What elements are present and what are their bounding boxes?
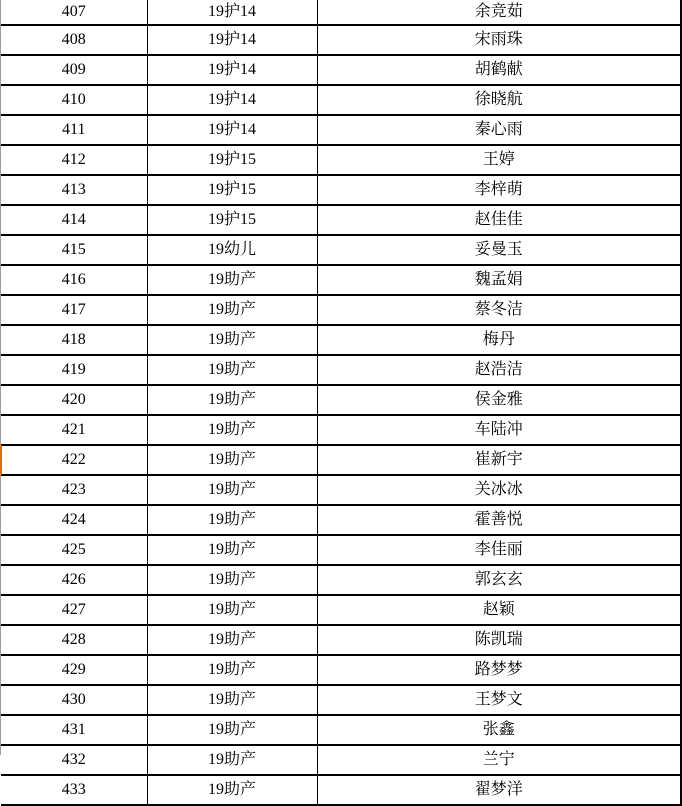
- cell-row-number[interactable]: 433: [1, 775, 147, 805]
- cell-class-code[interactable]: 19幼儿: [147, 235, 317, 265]
- cell-row-number[interactable]: 412: [1, 145, 147, 175]
- cell-student-name[interactable]: 霍善悦: [317, 505, 681, 535]
- cell-class-code[interactable]: 19助产: [147, 325, 317, 355]
- table-row: [1, 355, 681, 385]
- cell-row-number[interactable]: 424: [1, 505, 147, 535]
- table-row: [1, 535, 681, 565]
- cell-student-name[interactable]: 梅丹: [317, 325, 681, 355]
- cell-student-name[interactable]: 兰宁: [317, 745, 681, 775]
- table-row: [1, 685, 681, 715]
- cell-student-name[interactable]: 关冰冰: [317, 475, 681, 505]
- table-row: [1, 235, 681, 265]
- cell-row-number[interactable]: 409: [1, 55, 147, 85]
- cell-row-number[interactable]: 420: [1, 385, 147, 415]
- cell-class-code[interactable]: 19护15: [147, 145, 317, 175]
- table-row: [1, 25, 681, 55]
- table-row: [1, 475, 681, 505]
- cell-row-number[interactable]: 414: [1, 205, 147, 235]
- table-row: [1, 145, 681, 175]
- cell-row-number[interactable]: 415: [1, 235, 147, 265]
- cell-row-number[interactable]: 417: [1, 295, 147, 325]
- cell-student-name[interactable]: 徐晓航: [317, 85, 681, 115]
- cell-student-name[interactable]: 王婷: [317, 145, 681, 175]
- cell-class-code[interactable]: 19助产: [147, 595, 317, 625]
- cell-class-code[interactable]: 19助产: [147, 775, 317, 805]
- cell-class-code[interactable]: 19助产: [147, 655, 317, 685]
- cell-row-number[interactable]: 431: [1, 715, 147, 745]
- cell-class-code[interactable]: 19助产: [147, 415, 317, 445]
- cell-student-name[interactable]: 宋雨珠: [317, 25, 681, 55]
- cell-row-number[interactable]: 432: [1, 745, 147, 775]
- student-table-body: [1, 0, 681, 805]
- cell-row-number[interactable]: 428: [1, 625, 147, 655]
- cell-student-name[interactable]: 翟梦洋: [317, 775, 681, 805]
- cell-row-number[interactable]: 429: [1, 655, 147, 685]
- cell-student-name[interactable]: 魏孟娟: [317, 265, 681, 295]
- cell-class-code[interactable]: 19助产: [147, 565, 317, 595]
- cell-class-code[interactable]: 19助产: [147, 295, 317, 325]
- cell-student-name[interactable]: 赵佳佳: [317, 205, 681, 235]
- cell-row-number[interactable]: 408: [1, 25, 147, 55]
- cell-student-name[interactable]: 赵颖: [317, 595, 681, 625]
- cell-row-number[interactable]: 416: [1, 265, 147, 295]
- cell-student-name[interactable]: 秦心雨: [317, 115, 681, 145]
- cell-row-number[interactable]: 427: [1, 595, 147, 625]
- cell-class-code[interactable]: 19助产: [147, 355, 317, 385]
- cell-row-number[interactable]: 411: [1, 115, 147, 145]
- cell-student-name[interactable]: 车陆冲: [317, 415, 681, 445]
- cell-student-name[interactable]: 李佳丽: [317, 535, 681, 565]
- cell-student-name[interactable]: 王梦文: [317, 685, 681, 715]
- table-row: [1, 115, 681, 145]
- table-row: [1, 775, 681, 805]
- cell-row-number[interactable]: 413: [1, 175, 147, 205]
- cell-class-code[interactable]: 19护14: [147, 0, 317, 25]
- table-row: [1, 415, 681, 445]
- cell-student-name[interactable]: 路梦梦: [317, 655, 681, 685]
- cell-class-code[interactable]: 19护14: [147, 115, 317, 145]
- table-row: [1, 745, 681, 775]
- table-row: [1, 595, 681, 625]
- cell-row-number[interactable]: 425: [1, 535, 147, 565]
- cell-class-code[interactable]: 19助产: [147, 685, 317, 715]
- cell-row-number[interactable]: 418: [1, 325, 147, 355]
- cell-class-code[interactable]: 19助产: [147, 745, 317, 775]
- cell-class-code[interactable]: 19助产: [147, 715, 317, 745]
- cell-student-name[interactable]: 陈凯瑞: [317, 625, 681, 655]
- table-row: [1, 445, 681, 475]
- row-highlight-marker: [0, 445, 2, 475]
- cell-student-name[interactable]: 胡鹤献: [317, 55, 681, 85]
- cell-student-name[interactable]: 侯金雅: [317, 385, 681, 415]
- cell-row-number[interactable]: 430: [1, 685, 147, 715]
- cell-row-number[interactable]: 423: [1, 475, 147, 505]
- cell-student-name[interactable]: 蔡冬洁: [317, 295, 681, 325]
- table-row: [1, 505, 681, 535]
- cell-student-name[interactable]: 郭玄玄: [317, 565, 681, 595]
- cell-row-number[interactable]: 426: [1, 565, 147, 595]
- screenshot-left-edge-line: [0, 0, 1, 755]
- cell-row-number[interactable]: 421: [1, 415, 147, 445]
- table-row: [1, 85, 681, 115]
- table-row: [1, 55, 681, 85]
- table-row: [1, 0, 681, 25]
- cell-class-code[interactable]: 19助产: [147, 475, 317, 505]
- cell-student-name[interactable]: 张鑫: [317, 715, 681, 745]
- cell-row-number[interactable]: 407: [1, 0, 147, 25]
- cell-class-code[interactable]: 19助产: [147, 445, 317, 475]
- cell-student-name[interactable]: 崔新宇: [317, 445, 681, 475]
- cell-class-code[interactable]: 19助产: [147, 535, 317, 565]
- student-table: [1, 0, 682, 806]
- table-row: [1, 625, 681, 655]
- cell-student-name[interactable]: 赵浩洁: [317, 355, 681, 385]
- cell-class-code[interactable]: 19助产: [147, 625, 317, 655]
- cell-class-code[interactable]: 19助产: [147, 385, 317, 415]
- table-row: [1, 565, 681, 595]
- table-row: [1, 175, 681, 205]
- cell-class-code[interactable]: 19护14: [147, 85, 317, 115]
- cell-class-code[interactable]: 19护14: [147, 25, 317, 55]
- table-row: [1, 295, 681, 325]
- table-row: [1, 385, 681, 415]
- table-row: [1, 325, 681, 355]
- cell-class-code[interactable]: 19护14: [147, 55, 317, 85]
- cell-student-name[interactable]: 李梓萌: [317, 175, 681, 205]
- cell-class-code[interactable]: 19助产: [147, 505, 317, 535]
- table-row: [1, 715, 681, 745]
- table-row: [1, 655, 681, 685]
- cell-class-code[interactable]: 19护15: [147, 175, 317, 205]
- table-row: [1, 205, 681, 235]
- cell-class-code[interactable]: 19助产: [147, 265, 317, 295]
- cell-class-code[interactable]: 19护15: [147, 205, 317, 235]
- cell-row-number[interactable]: 410: [1, 85, 147, 115]
- table-row: [1, 265, 681, 295]
- cell-student-name[interactable]: 妥曼玉: [317, 235, 681, 265]
- cell-row-number[interactable]: 419: [1, 355, 147, 385]
- cell-row-number[interactable]: 422: [1, 445, 147, 475]
- cell-student-name[interactable]: 余竞茹: [317, 0, 681, 25]
